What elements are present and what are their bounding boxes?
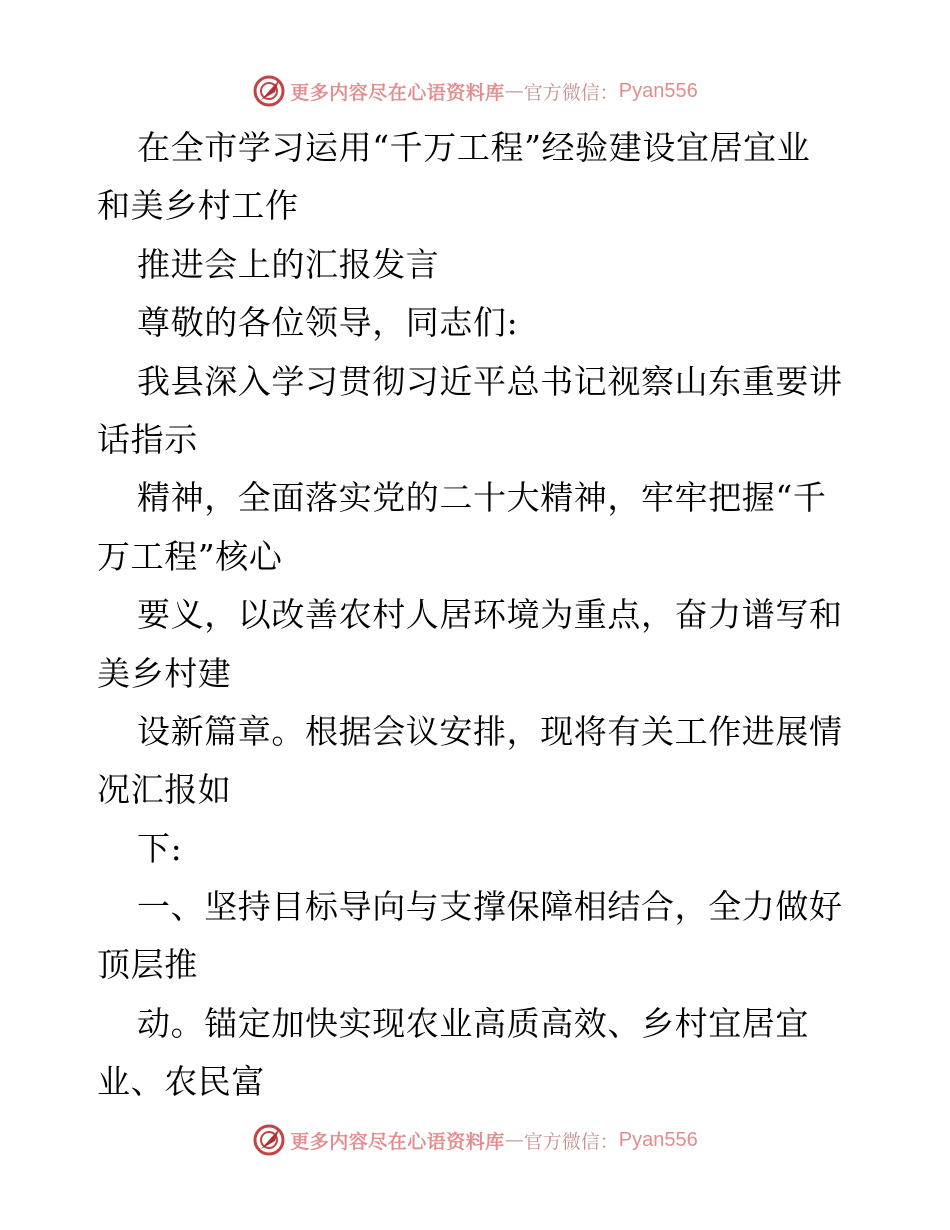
doc-line: 顶层推 <box>97 945 198 985</box>
footer-dash: — <box>504 1129 524 1151</box>
doc-line: 要义，以改善农村人居环境为重点，奋力谱写和 <box>137 595 843 635</box>
doc-line: 和美乡村工作 <box>97 186 299 226</box>
doc-line: 推进会上的汇报发言 <box>137 244 440 284</box>
footer-banner <box>0 1120 950 1160</box>
footer-slogan: 更多内容尽在心语资料库 <box>290 1130 505 1153</box>
document-body <box>97 119 857 1112</box>
header-slogan: 更多内容尽在心语资料库 <box>290 81 505 104</box>
doc-line: 况汇报如 <box>97 770 232 810</box>
footer-wechat-id: Pyan556 <box>618 1128 698 1151</box>
quill-logo-icon <box>252 74 286 108</box>
doc-line: 万工程”核心 <box>97 536 283 576</box>
doc-line: 话指示 <box>97 419 198 459</box>
doc-line: 下: <box>137 828 183 868</box>
footer-wechat-label: 官方微信： <box>523 1130 619 1153</box>
doc-line: 设新篇章。根据会议安排，现将有关工作进展情 <box>137 711 843 751</box>
doc-line: 尊敬的各位领导，同志们: <box>137 303 519 343</box>
doc-line: 业、农民富 <box>97 1062 265 1102</box>
doc-line: 一、坚持目标导向与支撑保障相结合，全力做好 <box>137 887 843 927</box>
doc-line: 在全市学习运用“千万工程”经验建设宜居宜业 <box>137 128 811 167</box>
doc-line: 动。锚定加快实现农业高质高效、乡村宜居宜 <box>137 1003 809 1043</box>
doc-line: 精神，全面落实党的二十大精神，牢牢把握“千 <box>137 478 827 518</box>
doc-line: 美乡村建 <box>97 653 232 693</box>
quill-logo-icon <box>252 1123 286 1157</box>
header-dash: — <box>504 80 524 102</box>
header-wechat-label: 官方微信： <box>523 81 619 104</box>
doc-line: 我县深入学习贯彻习近平总书记视察山东重要讲 <box>137 361 843 401</box>
header-banner <box>0 71 950 111</box>
header-wechat-id: Pyan556 <box>618 79 698 102</box>
